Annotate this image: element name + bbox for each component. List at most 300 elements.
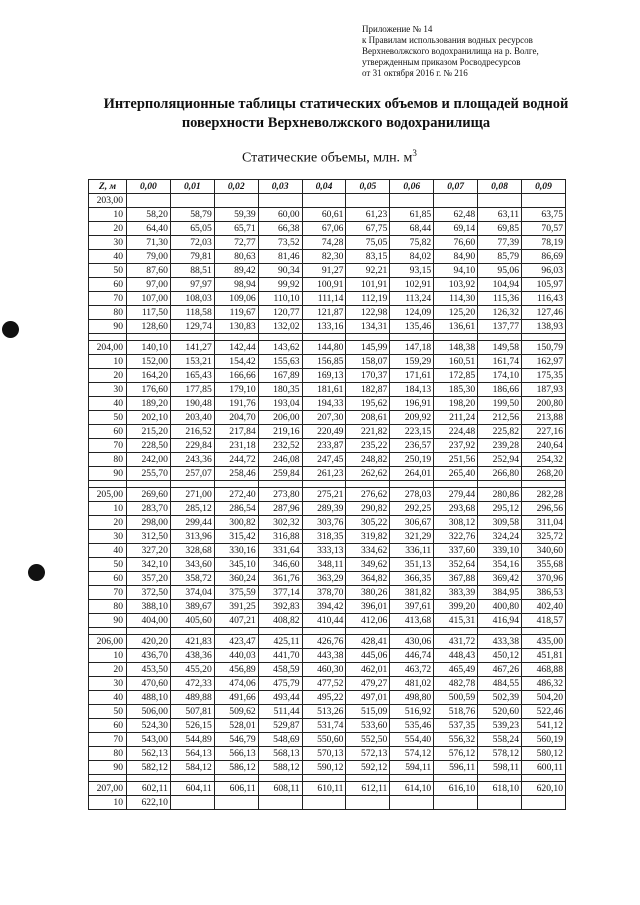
volume-cell: 438,36	[170, 649, 214, 663]
volume-cell: 602,11	[127, 782, 171, 796]
table-row	[89, 355, 566, 369]
volume-cell: 316,88	[258, 530, 302, 544]
volume-cell: 273,80	[258, 488, 302, 502]
volume-cell: 164,20	[127, 369, 171, 383]
volume-cell: 136,61	[434, 320, 478, 334]
z-cell: 10	[89, 796, 127, 810]
table-row	[89, 796, 566, 810]
volume-cell: 622,10	[127, 796, 171, 810]
separator-cell	[346, 334, 390, 341]
volume-cell: 86,69	[522, 250, 566, 264]
volume-cell: 363,29	[302, 572, 346, 586]
volume-cell: 91,27	[302, 264, 346, 278]
volume-cell: 84,02	[390, 250, 434, 264]
volume-cell: 315,42	[214, 530, 258, 544]
volume-cell: 203,40	[170, 411, 214, 425]
volume-cell	[390, 796, 434, 810]
volume-cell: 191,76	[214, 397, 258, 411]
volume-cell: 400,80	[478, 600, 522, 614]
volume-cell: 378,70	[302, 586, 346, 600]
volume-cell: 83,15	[346, 250, 390, 264]
volume-cell: 257,07	[170, 467, 214, 481]
volume-cell: 82,30	[302, 250, 346, 264]
volume-cell: 243,36	[170, 453, 214, 467]
z-cell: 10	[89, 649, 127, 663]
volume-cell: 351,13	[390, 558, 434, 572]
volume-cell: 215,20	[127, 425, 171, 439]
z-cell: 60	[89, 278, 127, 292]
volume-cell: 112,19	[346, 292, 390, 306]
z-cell: 70	[89, 439, 127, 453]
volume-cell: 99,92	[258, 278, 302, 292]
volume-cell: 100,91	[302, 278, 346, 292]
volume-cell: 110,10	[258, 292, 302, 306]
volume-cell: 196,91	[390, 397, 434, 411]
volume-cell	[258, 194, 302, 208]
volume-cell: 116,43	[522, 292, 566, 306]
volume-cell: 63,11	[478, 208, 522, 222]
volume-cell: 268,20	[522, 467, 566, 481]
document-title	[96, 95, 576, 133]
volume-cell: 504,20	[522, 691, 566, 705]
volume-cell: 384,95	[478, 586, 522, 600]
volume-cell: 279,44	[434, 488, 478, 502]
volume-cell: 276,62	[346, 488, 390, 502]
volume-cell: 189,20	[127, 397, 171, 411]
volume-cell: 343,60	[170, 558, 214, 572]
volume-cell: 198,20	[434, 397, 478, 411]
volume-cell: 431,72	[434, 635, 478, 649]
volume-cell: 410,44	[302, 614, 346, 628]
table-subtitle	[242, 148, 417, 167]
volume-cell	[346, 796, 390, 810]
volume-cell: 402,40	[522, 600, 566, 614]
volume-cell	[170, 194, 214, 208]
volume-cell: 428,41	[346, 635, 390, 649]
volume-cell: 369,42	[478, 572, 522, 586]
volume-cell: 578,12	[478, 747, 522, 761]
volume-cell: 463,72	[390, 663, 434, 677]
volume-cell: 58,79	[170, 208, 214, 222]
volume-cell: 66,38	[258, 222, 302, 236]
volume-cell: 232,52	[258, 439, 302, 453]
volume-cell: 68,44	[390, 222, 434, 236]
table-row	[89, 278, 566, 292]
volume-cell: 63,75	[522, 208, 566, 222]
volume-cell: 167,89	[258, 369, 302, 383]
volume-cell: 562,13	[127, 747, 171, 761]
table-row	[89, 586, 566, 600]
table-row	[89, 572, 566, 586]
volume-cell: 286,54	[214, 502, 258, 516]
separator-cell	[214, 628, 258, 635]
z-cell: 80	[89, 306, 127, 320]
volume-cell: 155,63	[258, 355, 302, 369]
volume-cell: 251,56	[434, 453, 478, 467]
column-header: 0,07	[434, 180, 478, 194]
table-row	[89, 369, 566, 383]
volume-cell: 544,89	[170, 733, 214, 747]
table-row	[89, 453, 566, 467]
volume-cell: 606,11	[214, 782, 258, 796]
volume-cell: 67,06	[302, 222, 346, 236]
volume-cell: 162,97	[522, 355, 566, 369]
volume-cell: 451,81	[522, 649, 566, 663]
volume-cell: 132,02	[258, 320, 302, 334]
volume-cell: 472,33	[170, 677, 214, 691]
separator-cell	[258, 628, 302, 635]
z-cell: 30	[89, 530, 127, 544]
volume-cell: 153,21	[170, 355, 214, 369]
volume-cell: 144,80	[302, 341, 346, 355]
z-cell: 80	[89, 747, 127, 761]
volume-cell: 262,62	[346, 467, 390, 481]
volume-cell: 211,24	[434, 411, 478, 425]
volume-cell: 405,60	[170, 614, 214, 628]
volume-cell: 302,32	[258, 516, 302, 530]
volume-cell: 399,20	[434, 600, 478, 614]
separator-cell	[390, 481, 434, 488]
volume-cell: 484,55	[478, 677, 522, 691]
volume-cell: 381,82	[390, 586, 434, 600]
volume-cell: 200,80	[522, 397, 566, 411]
volume-cell: 337,60	[434, 544, 478, 558]
volume-cell: 327,20	[127, 544, 171, 558]
volume-cell: 244,72	[214, 453, 258, 467]
z-cell: 30	[89, 236, 127, 250]
volume-cell: 58,20	[127, 208, 171, 222]
volume-cell: 416,94	[478, 614, 522, 628]
volume-cell: 560,19	[522, 733, 566, 747]
volume-cell: 497,01	[346, 691, 390, 705]
volume-cell: 477,52	[302, 677, 346, 691]
volume-cell: 239,28	[478, 439, 522, 453]
volume-cell: 240,64	[522, 439, 566, 453]
volume-cell: 75,82	[390, 236, 434, 250]
table-row	[89, 544, 566, 558]
volume-cell: 500,59	[434, 691, 478, 705]
volume-cell: 289,39	[302, 502, 346, 516]
volume-cell: 374,04	[170, 586, 214, 600]
volume-cell: 331,64	[258, 544, 302, 558]
volume-cell: 479,27	[346, 677, 390, 691]
volume-cell: 592,12	[346, 761, 390, 775]
volume-cell: 572,13	[346, 747, 390, 761]
volume-cell	[390, 194, 434, 208]
volume-cell: 420,20	[127, 635, 171, 649]
volume-cell: 493,44	[258, 691, 302, 705]
z-cell: 70	[89, 733, 127, 747]
volume-cell: 552,50	[346, 733, 390, 747]
z-cell: 90	[89, 467, 127, 481]
volume-cell: 121,87	[302, 306, 346, 320]
volume-cell: 171,61	[390, 369, 434, 383]
volume-cell: 574,12	[390, 747, 434, 761]
volume-cell: 209,92	[390, 411, 434, 425]
volume-cell: 292,25	[390, 502, 434, 516]
volume-cell: 303,76	[302, 516, 346, 530]
volume-cell: 394,42	[302, 600, 346, 614]
volume-cell: 509,62	[214, 705, 258, 719]
table-row	[89, 691, 566, 705]
volume-cell: 293,68	[434, 502, 478, 516]
volume-cell: 147,18	[390, 341, 434, 355]
separator-cell	[478, 334, 522, 341]
volume-cell: 481,02	[390, 677, 434, 691]
volume-cell: 556,32	[434, 733, 478, 747]
approval-line: Приложение № 14	[362, 24, 433, 34]
volume-cell: 149,58	[478, 341, 522, 355]
volume-cell: 388,10	[127, 600, 171, 614]
volume-cell: 217,84	[214, 425, 258, 439]
z-cell: 70	[89, 292, 127, 306]
volume-cell: 128,60	[127, 320, 171, 334]
table-row	[89, 761, 566, 775]
volume-cell	[478, 194, 522, 208]
volume-cell: 339,10	[478, 544, 522, 558]
volume-cell: 126,32	[478, 306, 522, 320]
volume-cell: 261,23	[302, 467, 346, 481]
z-cell: 50	[89, 558, 127, 572]
block-separator-row	[89, 775, 566, 782]
table-row	[89, 397, 566, 411]
volume-cell: 224,48	[434, 425, 478, 439]
volume-cell: 590,12	[302, 761, 346, 775]
volume-cell: 93,15	[390, 264, 434, 278]
volume-cell: 600,11	[522, 761, 566, 775]
volume-cell: 108,03	[170, 292, 214, 306]
volume-cell: 465,49	[434, 663, 478, 677]
volume-cell: 65,05	[170, 222, 214, 236]
volume-cell	[434, 194, 478, 208]
punch-hole-mark	[2, 321, 19, 338]
volume-cell: 186,66	[478, 383, 522, 397]
volume-cell: 92,21	[346, 264, 390, 278]
volume-cell: 172,85	[434, 369, 478, 383]
volume-cell: 357,20	[127, 572, 171, 586]
volume-cell: 515,09	[346, 705, 390, 719]
volume-cell: 296,56	[522, 502, 566, 516]
volume-cell: 345,10	[214, 558, 258, 572]
volume-cell: 425,11	[258, 635, 302, 649]
volume-cell: 109,06	[214, 292, 258, 306]
volume-cell: 468,88	[522, 663, 566, 677]
volume-cell: 161,74	[478, 355, 522, 369]
volume-cell: 104,94	[478, 278, 522, 292]
volume-cell: 141,27	[170, 341, 214, 355]
volume-cell: 325,72	[522, 530, 566, 544]
separator-cell	[89, 481, 127, 488]
volume-cell: 207,30	[302, 411, 346, 425]
volume-cell: 313,96	[170, 530, 214, 544]
volume-cell: 336,11	[390, 544, 434, 558]
volume-cell: 148,38	[434, 341, 478, 355]
z-cell: 50	[89, 411, 127, 425]
table-row	[89, 236, 566, 250]
title-line-1: Интерполяционные таблицы статических объемов и площадей водной	[103, 96, 569, 112]
volume-cell: 312,50	[127, 530, 171, 544]
table-row	[89, 733, 566, 747]
volume-cell: 531,74	[302, 719, 346, 733]
volume-cell: 202,10	[127, 411, 171, 425]
z-cell: 60	[89, 572, 127, 586]
table-row	[89, 383, 566, 397]
volume-cell: 488,10	[127, 691, 171, 705]
separator-cell	[302, 628, 346, 635]
separator-cell	[170, 334, 214, 341]
volume-cell: 616,10	[434, 782, 478, 796]
volume-cell: 372,50	[127, 586, 171, 600]
z-cell: 90	[89, 320, 127, 334]
volume-cell: 159,29	[390, 355, 434, 369]
volume-cell: 596,11	[434, 761, 478, 775]
volume-cell: 311,04	[522, 516, 566, 530]
z-cell: 60	[89, 425, 127, 439]
volume-cell	[258, 796, 302, 810]
volume-cell: 412,06	[346, 614, 390, 628]
volume-cell: 134,31	[346, 320, 390, 334]
separator-cell	[478, 481, 522, 488]
volume-cell: 498,80	[390, 691, 434, 705]
volume-cell: 113,24	[390, 292, 434, 306]
volume-cell: 321,29	[390, 530, 434, 544]
volume-cell: 150,79	[522, 341, 566, 355]
separator-cell	[258, 775, 302, 782]
volume-cell: 295,12	[478, 502, 522, 516]
volume-cell: 470,60	[127, 677, 171, 691]
table-row	[89, 614, 566, 628]
volume-cell: 475,79	[258, 677, 302, 691]
volume-cell	[302, 796, 346, 810]
volume-cell: 354,16	[478, 558, 522, 572]
volume-cell: 389,67	[170, 600, 214, 614]
volume-cell: 88,51	[170, 264, 214, 278]
volume-cell: 169,13	[302, 369, 346, 383]
volume-cell: 507,81	[170, 705, 214, 719]
volume-cell: 255,70	[127, 467, 171, 481]
volume-cell: 450,12	[478, 649, 522, 663]
volume-cell: 391,25	[214, 600, 258, 614]
column-header: 0,06	[390, 180, 434, 194]
separator-cell	[258, 481, 302, 488]
volume-cell: 107,00	[127, 292, 171, 306]
volume-cell: 111,14	[302, 292, 346, 306]
separator-cell	[434, 481, 478, 488]
volume-cell: 415,31	[434, 614, 478, 628]
volume-cell: 254,32	[522, 453, 566, 467]
z-cell: 80	[89, 453, 127, 467]
volume-cell: 76,60	[434, 236, 478, 250]
volume-cell: 170,37	[346, 369, 390, 383]
volume-cell: 309,58	[478, 516, 522, 530]
volume-cell: 228,50	[127, 439, 171, 453]
volume-cell: 138,93	[522, 320, 566, 334]
volume-cell: 582,12	[127, 761, 171, 775]
volume-cell: 426,76	[302, 635, 346, 649]
volume-cell: 554,40	[390, 733, 434, 747]
volume-cell: 334,62	[346, 544, 390, 558]
separator-cell	[302, 334, 346, 341]
volume-cell: 430,06	[390, 635, 434, 649]
volume-cell: 278,03	[390, 488, 434, 502]
separator-cell	[170, 775, 214, 782]
volume-cell: 349,62	[346, 558, 390, 572]
column-header-z: Z, м	[89, 180, 127, 194]
volume-cell: 377,14	[258, 586, 302, 600]
z-cell: 20	[89, 516, 127, 530]
volume-cell: 550,60	[302, 733, 346, 747]
z-cell: 90	[89, 614, 127, 628]
volume-cell: 397,61	[390, 600, 434, 614]
volume-cell: 546,79	[214, 733, 258, 747]
volume-cell	[127, 194, 171, 208]
separator-cell	[302, 775, 346, 782]
volume-cell	[434, 796, 478, 810]
volume-cell: 271,00	[170, 488, 214, 502]
volume-cell: 193,04	[258, 397, 302, 411]
volume-cell: 506,00	[127, 705, 171, 719]
volume-cell: 360,24	[214, 572, 258, 586]
table-row	[89, 558, 566, 572]
volume-cell: 612,11	[346, 782, 390, 796]
volume-cell: 190,48	[170, 397, 214, 411]
table-row	[89, 649, 566, 663]
separator-cell	[390, 334, 434, 341]
volume-cell: 231,18	[214, 439, 258, 453]
table-row	[89, 747, 566, 761]
volume-cell: 216,52	[170, 425, 214, 439]
volume-cell: 576,12	[434, 747, 478, 761]
column-header: 0,03	[258, 180, 302, 194]
volume-cell: 495,22	[302, 691, 346, 705]
volume-cell: 308,12	[434, 516, 478, 530]
volume-cell: 300,82	[214, 516, 258, 530]
volume-cell: 233,87	[302, 439, 346, 453]
volume-cell: 361,76	[258, 572, 302, 586]
z-cell: 30	[89, 677, 127, 691]
table-row	[89, 320, 566, 334]
volume-cell: 370,96	[522, 572, 566, 586]
volume-cell: 588,12	[258, 761, 302, 775]
table-row	[89, 600, 566, 614]
volume-cell: 145,99	[346, 341, 390, 355]
volume-cell	[478, 796, 522, 810]
volume-cell: 367,88	[434, 572, 478, 586]
volume-cell: 184,13	[390, 383, 434, 397]
volume-cell: 524,30	[127, 719, 171, 733]
z-cell: 207,00	[89, 782, 127, 796]
volume-cell: 259,84	[258, 467, 302, 481]
volume-cell: 533,60	[346, 719, 390, 733]
volume-cell: 72,77	[214, 236, 258, 250]
volume-cell: 319,82	[346, 530, 390, 544]
z-cell: 205,00	[89, 488, 127, 502]
volume-cell: 140,10	[127, 341, 171, 355]
volume-cell: 584,12	[170, 761, 214, 775]
volume-cell: 158,07	[346, 355, 390, 369]
volume-cell: 528,01	[214, 719, 258, 733]
volume-cell: 87,60	[127, 264, 171, 278]
volume-cell: 199,50	[478, 397, 522, 411]
volume-cell: 78,19	[522, 236, 566, 250]
volume-cell: 185,30	[434, 383, 478, 397]
volume-cell: 247,45	[302, 453, 346, 467]
volume-cell	[346, 194, 390, 208]
volume-cell: 529,87	[258, 719, 302, 733]
volume-cell: 328,68	[170, 544, 214, 558]
volume-cell: 318,35	[302, 530, 346, 544]
volume-cell: 283,70	[127, 502, 171, 516]
